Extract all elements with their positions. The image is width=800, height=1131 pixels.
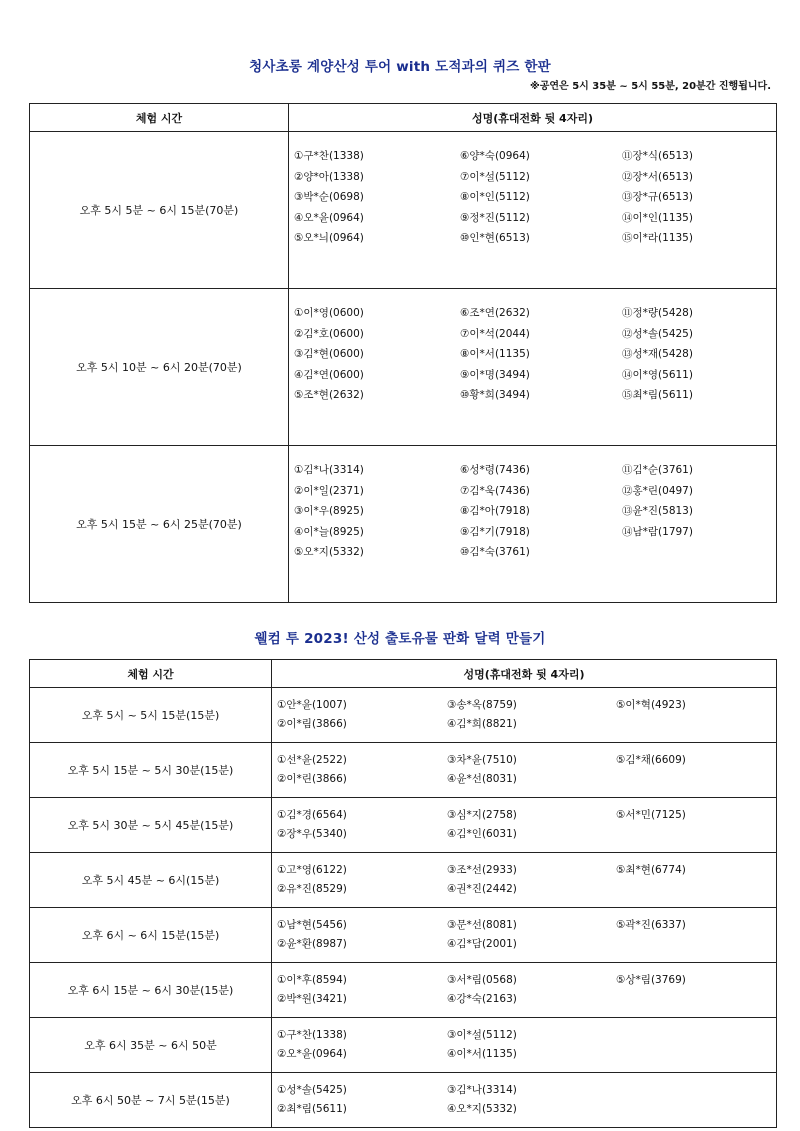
participant-entry: ②윤*환(8987) (277, 938, 347, 950)
participant-entry: ⑩황*희(3494) (460, 389, 530, 401)
table-row (30, 1018, 777, 1073)
participant-entry: ③조*선(2933) (447, 864, 517, 876)
participants-cell (272, 743, 777, 798)
table-header-row (30, 660, 777, 688)
participant-entry: ②최*림(5611) (277, 1103, 347, 1115)
participant-grid (277, 1026, 776, 1064)
participant-column (294, 303, 460, 406)
participant-column (616, 1026, 756, 1064)
participant-entry: ⑮최*림(5611) (622, 389, 693, 401)
participant-entry: ③박*순(0698) (294, 191, 364, 203)
participant-column (616, 1081, 756, 1119)
participant-entry: ⑤곽*진(6337) (616, 919, 686, 931)
participant-column (277, 916, 447, 954)
header-time: 체험 시간 (30, 660, 272, 688)
participant-entry: ①안*윤(1007) (277, 699, 347, 711)
table-row (30, 743, 777, 798)
participant-entry: ⑭남*람(1797) (622, 525, 693, 538)
event2-schedule-table (29, 659, 777, 1128)
participant-entry: ①성*솔(5425) (277, 1084, 347, 1096)
time-slot: 오후 5시 30분 ~ 5시 45분(15분) (30, 798, 272, 853)
participant-column (277, 751, 447, 789)
time-slot: 오후 6시 ~ 6시 15분(15분) (30, 908, 272, 963)
participant-entry: ⑥성*령(7436) (460, 464, 530, 476)
participant-entry: ⑬윤*진(5813) (622, 505, 693, 517)
participant-column (294, 146, 460, 249)
participant-entry: ④강*숙(2163) (447, 993, 517, 1005)
participant-entry: ⑪장*식(6513) (622, 150, 693, 162)
participant-entry: ⑤조*현(2632) (294, 389, 364, 401)
header-time: 체험 시간 (30, 104, 289, 132)
participant-entry: ①이*후(8594) (277, 974, 347, 986)
table-row (30, 798, 777, 853)
participant-entry: ⑬장*규(6513) (622, 191, 693, 203)
participant-entry: ④김*희(8821) (447, 718, 517, 730)
participant-entry: ①이*영(0600) (294, 307, 364, 319)
participant-entry: ④김*인(6031) (447, 828, 517, 840)
participants-cell (272, 688, 777, 743)
participant-entry: ①김*나(3314) (294, 464, 364, 476)
participant-entry: ⑦김*욱(7436) (460, 484, 530, 497)
participant-entry: ②이*림(3866) (277, 718, 347, 730)
participants-cell (272, 963, 777, 1018)
participants-cell (289, 446, 777, 603)
participant-entry: ⑤상*림(3769) (616, 974, 686, 986)
participant-entry: ③이*우(8925) (294, 505, 364, 517)
participant-column (277, 861, 447, 899)
participant-entry: ⑦이*석(2044) (460, 327, 530, 340)
participant-entry: ③송*옥(8759) (447, 699, 517, 711)
participant-column (622, 460, 772, 563)
participant-entry: ④오*윤(0964) (294, 211, 364, 224)
participant-entry: ⑤최*현(6774) (616, 864, 686, 876)
participant-entry: ⑫장*서(6513) (622, 170, 693, 183)
participants-cell (272, 1018, 777, 1073)
header-names: 성명(휴대전화 뒷 4자리) (289, 104, 777, 132)
participants-cell (272, 1073, 777, 1128)
participant-column (616, 916, 756, 954)
participant-column (447, 861, 616, 899)
time-slot: 오후 6시 35분 ~ 6시 50분 (30, 1018, 272, 1073)
time-slot: 오후 5시 15분 ~ 5시 30분(15분) (30, 743, 272, 798)
participant-column (447, 971, 616, 1009)
participant-entry: ⑤오*늬(0964) (294, 232, 364, 244)
participant-entry: ⑧이*인(5112) (460, 191, 530, 203)
event1-schedule-table (29, 103, 777, 603)
participant-entry: ⑫성*솔(5425) (622, 327, 693, 340)
participant-grid (294, 460, 776, 563)
table-header-row (30, 104, 777, 132)
participant-entry: ①구*찬(1338) (277, 1029, 347, 1041)
participant-entry: ⑩인*현(6513) (460, 232, 530, 244)
participant-grid (294, 303, 776, 406)
participant-entry: ⑥양*숙(0964) (460, 150, 530, 162)
table-row (30, 132, 777, 289)
participant-entry: ③심*지(2758) (447, 809, 517, 821)
time-slot: 오후 5시 5분 ~ 6시 15분(70분) (30, 132, 289, 289)
time-slot: 오후 6시 15분 ~ 6시 30분(15분) (30, 963, 272, 1018)
participant-column (277, 1081, 447, 1119)
participant-grid (277, 916, 776, 954)
participant-entry: ②박*원(3421) (277, 993, 347, 1005)
time-slot: 오후 5시 10분 ~ 6시 20분(70분) (30, 289, 289, 446)
participant-column (616, 696, 756, 734)
participant-grid (277, 751, 776, 789)
header-names: 성명(휴대전화 뒷 4자리) (272, 660, 777, 688)
participant-entry: ⑬성*재(5428) (622, 348, 693, 360)
table-row (30, 908, 777, 963)
participant-entry: ②이*린(3866) (277, 773, 347, 785)
participant-column (460, 460, 622, 563)
participant-entry: ⑧이*서(1135) (460, 348, 530, 360)
participant-grid (294, 146, 776, 249)
participant-entry: ③김*나(3314) (447, 1084, 517, 1096)
participant-entry: ④김*담(2001) (447, 938, 517, 950)
event2-rows (30, 688, 777, 1128)
participant-entry: ①고*영(6122) (277, 864, 347, 876)
event1-rows (30, 132, 777, 603)
participant-entry: ③문*선(8081) (447, 919, 517, 931)
participant-entry: ⑪정*량(5428) (622, 307, 693, 319)
participants-cell (289, 132, 777, 289)
participant-entry: ⑤이*혁(4923) (616, 699, 686, 711)
participant-column (447, 696, 616, 734)
table-row (30, 688, 777, 743)
participant-column (616, 806, 756, 844)
participant-column (277, 971, 447, 1009)
participant-column (277, 1026, 447, 1064)
participant-entry: ⑫홍*린(0497) (622, 484, 693, 497)
participant-entry: ⑤서*민(7125) (616, 809, 686, 821)
participant-entry: ④이*늘(8925) (294, 525, 364, 538)
participant-column (277, 696, 447, 734)
time-slot: 오후 5시 45분 ~ 6시(15분) (30, 853, 272, 908)
participant-column (460, 303, 622, 406)
participant-grid (277, 1081, 776, 1119)
participant-entry: ⑮이*라(1135) (622, 232, 693, 244)
participant-column (616, 861, 756, 899)
table-row (30, 853, 777, 908)
participant-entry: ①남*현(5456) (277, 919, 347, 931)
participant-column (460, 146, 622, 249)
time-slot: 오후 6시 50분 ~ 7시 5분(15분) (30, 1073, 272, 1128)
participant-entry: ④윤*선(8031) (447, 773, 517, 785)
participant-entry: ②유*진(8529) (277, 883, 347, 895)
participant-entry: ⑭이*인(1135) (622, 211, 693, 224)
table-row (30, 446, 777, 603)
participant-column (277, 806, 447, 844)
participant-entry: ⑭이*영(5611) (622, 368, 693, 381)
participant-entry: ②양*아(1338) (294, 170, 364, 183)
participant-entry: ⑨김*기(7918) (460, 525, 530, 538)
participant-entry: ⑩김*숙(3761) (460, 546, 530, 558)
participant-entry: ①구*찬(1338) (294, 150, 364, 162)
participant-entry: ⑪김*순(3761) (622, 464, 693, 476)
participant-entry: ⑨이*명(3494) (460, 368, 530, 381)
participant-column (447, 751, 616, 789)
participant-grid (277, 806, 776, 844)
participant-entry: ④오*지(5332) (447, 1103, 517, 1115)
performance-note: ※공연은 5시 35분 ~ 5시 55분, 20분간 진행됩니다. (530, 81, 771, 92)
participant-grid (277, 971, 776, 1009)
participant-entry: ④권*진(2442) (447, 883, 517, 895)
participant-column (616, 971, 756, 1009)
participants-cell (289, 289, 777, 446)
participant-entry: ⑨정*진(5112) (460, 211, 530, 224)
participant-entry: ⑧김*아(7918) (460, 505, 530, 517)
event2-title: 웰컴 투 2023! 산성 출토유물 판화 달력 만들기 (254, 631, 546, 647)
participant-grid (277, 696, 776, 734)
participant-column (616, 751, 756, 789)
time-slot: 오후 5시 15분 ~ 6시 25분(70분) (30, 446, 289, 603)
participant-column (622, 146, 772, 249)
table-row (30, 963, 777, 1018)
participant-entry: ③서*림(0568) (447, 974, 517, 986)
participant-column (447, 1081, 616, 1119)
participant-entry: ②장*우(5340) (277, 828, 347, 840)
participant-entry: ⑤김*채(6609) (616, 754, 686, 766)
participant-entry: ③김*현(0600) (294, 348, 364, 360)
time-slot: 오후 5시 ~ 5시 15분(15분) (30, 688, 272, 743)
event1-title: 청사초롱 계양산성 투어 with 도적과의 퀴즈 한판 (249, 59, 551, 75)
participant-entry: ①김*경(6564) (277, 809, 347, 821)
participant-column (447, 806, 616, 844)
participant-column (294, 460, 460, 563)
participant-entry: ④김*연(0600) (294, 368, 364, 381)
participant-entry: ②오*윤(0964) (277, 1048, 347, 1060)
participant-entry: ③이*설(5112) (447, 1029, 517, 1041)
participant-grid (277, 861, 776, 899)
participant-entry: ②김*호(0600) (294, 327, 364, 340)
participant-entry: ③차*윤(7510) (447, 754, 517, 766)
participant-column (622, 303, 772, 406)
participants-cell (272, 798, 777, 853)
participant-entry: ②이*일(2371) (294, 484, 364, 497)
participant-entry: ⑤오*지(5332) (294, 546, 364, 558)
participant-column (447, 916, 616, 954)
participant-column (447, 1026, 616, 1064)
participants-cell (272, 908, 777, 963)
table-row (30, 289, 777, 446)
participant-entry: ⑥조*연(2632) (460, 307, 530, 319)
participant-entry: ④이*서(1135) (447, 1048, 517, 1060)
participants-cell (272, 853, 777, 908)
participant-entry: ①선*윤(2522) (277, 754, 347, 766)
participant-entry: ⑦이*설(5112) (460, 170, 530, 183)
table-row (30, 1073, 777, 1128)
